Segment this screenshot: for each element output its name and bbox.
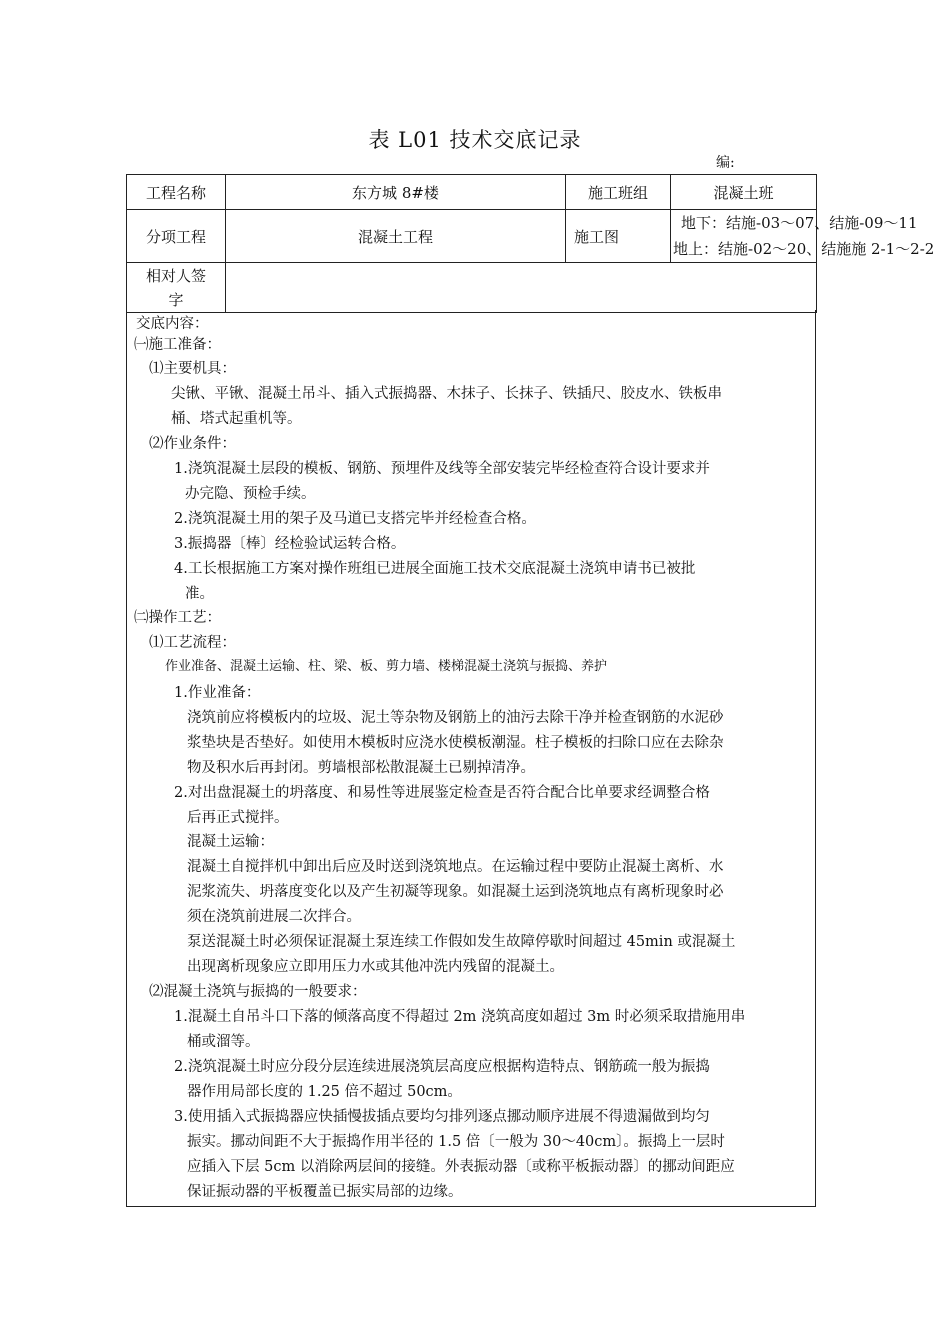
text-line: 2.浇筑混凝土时应分段分层连续进展浇筑层高度应根据构造特点、钢筋疏一般为振捣 [174,1059,710,1075]
text-line: 保证振动器的平板覆盖已振实局部的边缘。 [187,1184,463,1200]
project-name-value: 东方城 8#楼 [226,175,566,210]
project-name-label: 工程名称 [127,175,226,210]
text-line: 2.浇筑混凝土用的架子及马道已支搭完毕并经检查合格。 [174,511,536,527]
team-label: 施工班组 [566,175,671,210]
text-line: 浆垫块是否垫好。如使用木模板时应浇水使模板潮湿。柱子模板的扫除口应在去除杂 [187,735,724,751]
text-line: 桶、塔式起重机等。 [171,411,302,427]
text-line: 混凝土运输： [187,834,274,850]
text-line: 准。 [185,586,214,602]
text-line: 交底内容： [136,316,209,332]
text-line: 桶或溜等。 [187,1034,260,1050]
text-line: 办完隐、预检手续。 [185,486,316,502]
text-line: 出现离析现象应立即用压力水或其他冲洗内残留的混凝土。 [187,959,564,975]
text-line: ⑴主要机具： [149,361,236,377]
text-line: 作业准备、混凝土运输、柱、梁、板、剪力墙、楼梯混凝土浇筑与振捣、养护 [165,659,608,674]
signature-value [226,263,817,313]
drawing-label: 施工图 [566,210,671,263]
text-line: 后再正式搅拌。 [187,810,289,826]
sub-project-value: 混凝土工程 [226,210,566,263]
text-line: 物及积水后再封闭。剪墙根部松散混凝土已剔掉清净。 [187,760,535,776]
sub-project-label: 分项工程 [127,210,226,263]
text-line: 尖锹、平锹、混凝土吊斗、插入式振捣器、木抹子、长抹子、铁插尺、胶皮水、铁板串 [171,386,722,402]
text-line: 应插入下层 5cm 以消除两层间的接缝。外表振动器〔或称平板振动器〕的挪动间距应 [187,1159,735,1175]
team-value: 混凝土班 [671,175,817,210]
text-line: 泥浆流失、坍落度变化以及产生初凝等现象。如混凝土运到浇筑地点有离析现象时必 [187,884,724,900]
signature-label [127,263,226,313]
text-line: ㈠施工准备： [134,337,221,353]
drawing-value [671,210,935,263]
text-line: 须在浇筑前进展二次拌合。 [187,909,361,925]
text-line: 2.对出盘混凝土的坍落度、和易性等进展鉴定检查是否符合配合比单要求经调整合格 [174,785,710,801]
text-line: ⑵混凝土浇筑与振捣的一般要求： [149,984,367,1000]
text-line: 浇筑前应将模板内的垃圾、泥土等杂物及钢筋上的油污去除干净并检查钢筋的水泥砂 [187,710,724,726]
text-line: 1.作业准备： [174,685,261,701]
text-line: 3.使用插入式振捣器应快插慢拔插点要均匀排列逐点挪动顺序进展不得遗漏做到均匀 [174,1109,710,1125]
header-table [126,174,935,313]
document-title: 表 L01 技术交底记录 [368,128,582,152]
text-line: 泵送混凝土时必须保证混凝土泵连续工作假如发生故障停歇时间超过 45min 或混凝土 [187,934,736,950]
signature-label-line-2: 字 [168,290,184,309]
text-line: ㈡操作工艺： [134,610,221,626]
text-line: 振实。挪动间距不大于振捣作用半径的 1.5 倍〔一般为 30～40cm〕。振捣上一层时 [187,1134,725,1150]
serial-label: 编: [716,155,735,171]
drawing-line-2: 地上：结施-02～20、结施施 2-1～2-2 [673,240,935,258]
content-box [126,310,816,1207]
text-line: 混凝土自搅拌机中卸出后应及时送到浇筑地点。在运输过程中要防止混凝土离析、水 [187,859,724,875]
text-line: 4.工长根据施工方案对操作班组已进展全面施工技术交底混凝土浇筑申请书已被批 [174,561,696,577]
text-line: 器作用局部长度的 1.25 倍不超过 50cm。 [187,1084,462,1100]
text-line: 1.混凝土自吊斗口下落的倾落高度不得超过 2m 浇筑高度如超过 3m 时必须采取措施用串 [174,1009,746,1025]
text-line: 3.振捣器〔棒〕经检验试运转合格。 [174,536,406,552]
signature-label-line-1: 相对人签 [145,266,206,285]
text-line: ⑴工艺流程： [149,635,236,651]
text-line: ⑵作业条件： [149,436,236,452]
drawing-line-1: 地下：结施-03～07、结施-09～11 [681,214,918,232]
text-line: 1.浇筑混凝土层段的模板、钢筋、预埋件及线等全部安装完毕经检查符合设计要求并 [174,461,710,477]
